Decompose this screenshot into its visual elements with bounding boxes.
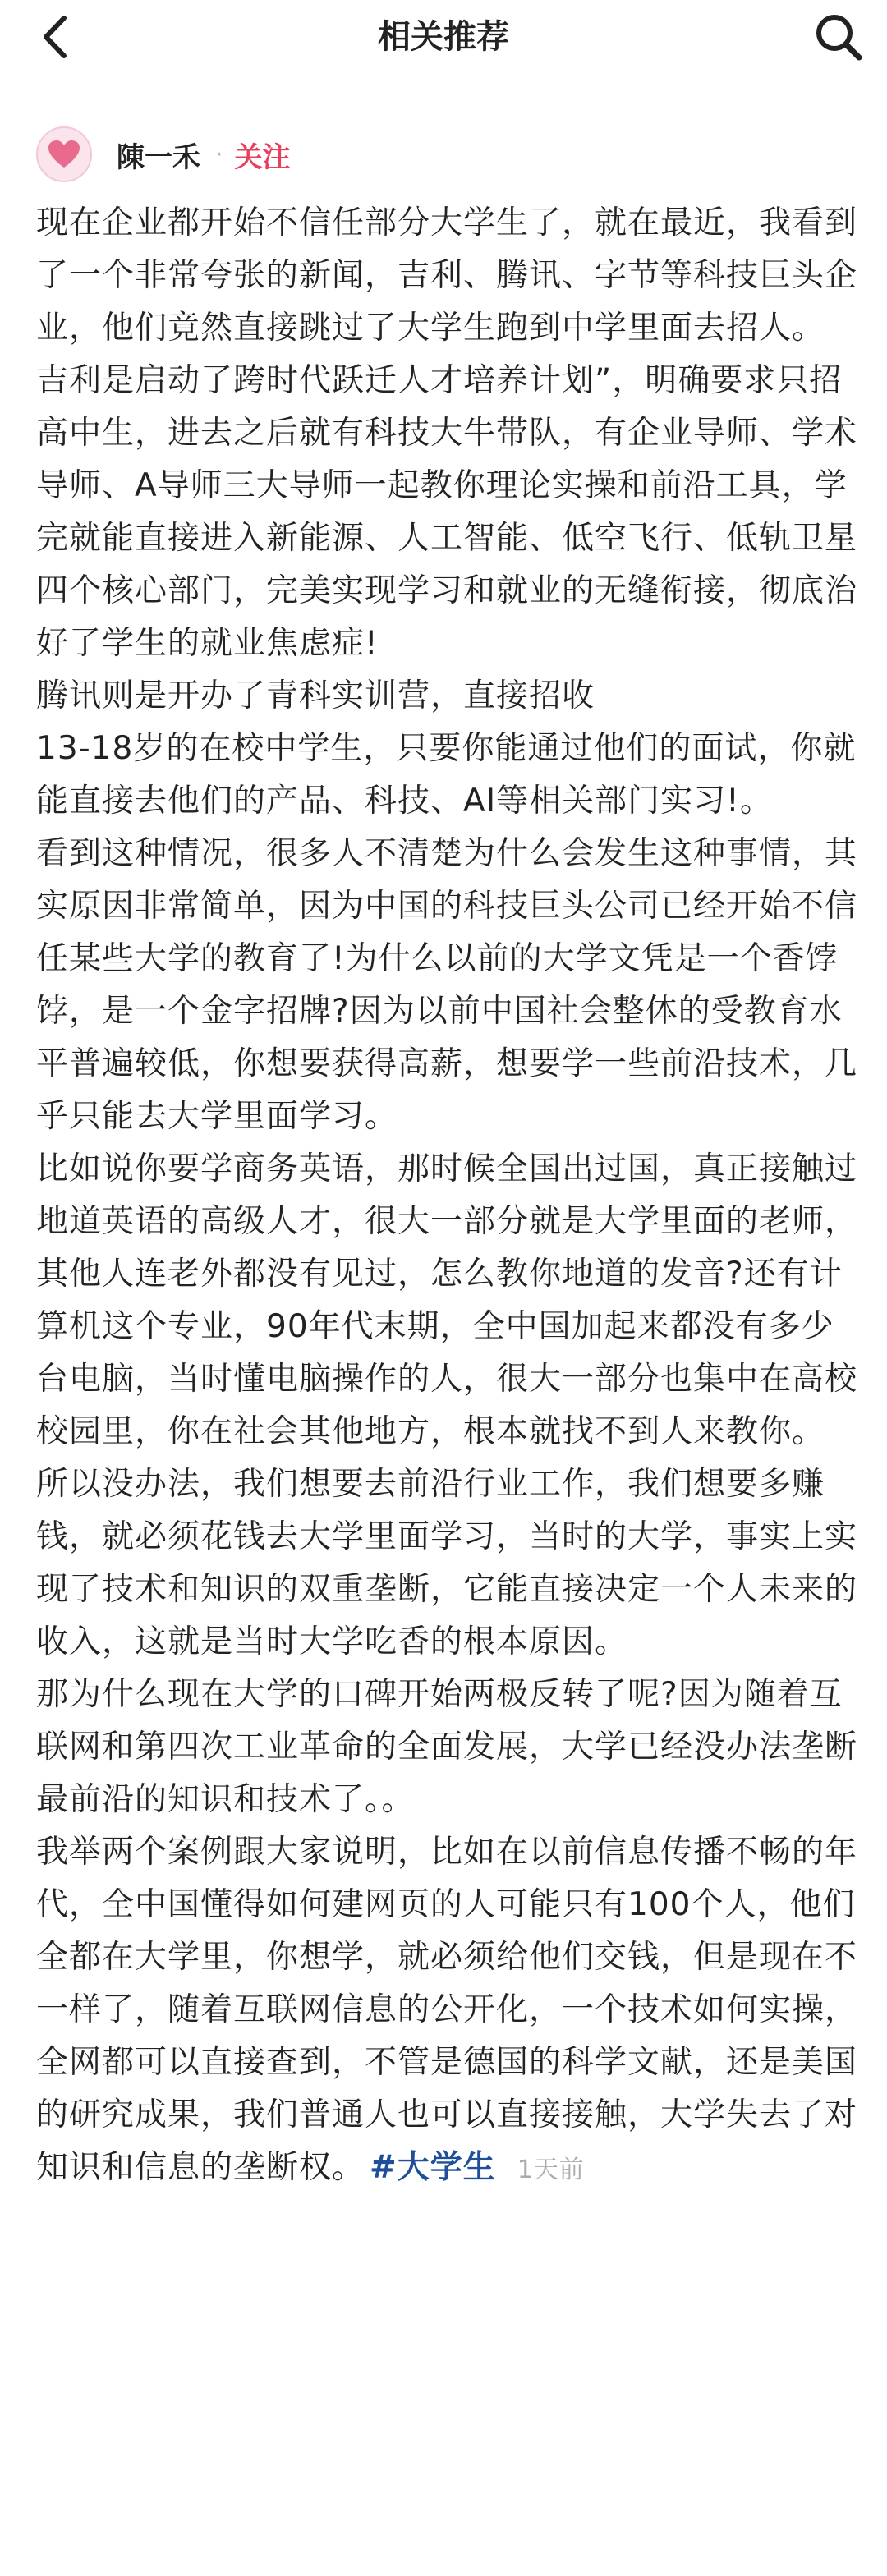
- author-name[interactable]: 陳一禾: [117, 140, 200, 174]
- post-paragraph: 13-18岁的在校中学生，只要你能通过他们的面试，你就能直接去他们的产品、科技、AI等相关部门实习!。: [36, 730, 857, 820]
- avatar[interactable]: [36, 126, 92, 182]
- heart-icon: [48, 140, 80, 169]
- separator-dot: ·: [215, 140, 223, 169]
- post-paragraph: 腾讯则是开办了青科实训营，直接招收: [36, 677, 595, 714]
- post-paragraph: 比如说你要学商务英语，那时候全国出过国，真正接触过地道英语的高级人才，很大一部分就是大学里面的老师，其他人连老外都没有见过，怎么教你地道的发音?还有计算机这个专业，90年代末期，全中国加起来都没有多少台电脑，当时懂电脑操作的人，很大一部分也集中在高校校园里，你在社会其他地方，根本就找不到人来教你。: [36, 1150, 858, 1450]
- post-paragraph: 看到这种情况，很多人不清楚为什么会发生这种事情，其实原因非常简单，因为中国的科技巨头公司已经开始不信任某些大学的教育了!为什么以前的大学文凭是一个香饽饽，是一个金字招牌?因为以前中国社会整体的受教育水平普遍较低，你想要获得高薪，想要学一些前沿技术，几乎只能去大学里面学习。: [36, 835, 858, 1135]
- post-paragraph-last: [36, 1826, 857, 2197]
- post-paragraph-text: 我举两个案例跟大家说明，比如在以前信息传播不畅的年代，全中国懂得如何建网页的人可能只有100个人，他们全都在大学里，你想学，就必须给他们交钱，但是现在不一样了，随着互联网信息的公开化，一个技术如何实操，全网都可以直接查到，不管是德国的科学文献，还是美国的研究成果，我们普通人也可以直接接触，大学失去了对知识和信息的垄断权。: [36, 1834, 858, 2186]
- search-icon: [810, 8, 867, 66]
- post-paragraph: 所以没办法，我们想要去前沿行业工作，我们想要多赚钱，就必须花钱去大学里面学习，当时的大学，事实上实现了技术和知识的双重垄断，它能直接决定一个人未来的收入，这就是当时大学吃香的根本原因。: [36, 1466, 858, 1660]
- post-time: 1天前: [517, 2156, 585, 2184]
- search-button[interactable]: [810, 8, 867, 66]
- post-paragraph: 那为什么现在大学的口碑开始两极反转了呢?因为随着互联网和第四次工业革命的全面发展，大学已经没办法垄断最前沿的知识和技术了。。: [36, 1676, 858, 1818]
- author-row: [36, 123, 291, 186]
- hashtag-link[interactable]: #大学生: [370, 2149, 496, 2186]
- follow-button[interactable]: 关注: [234, 140, 291, 174]
- page-title: 相关推荐: [378, 18, 509, 56]
- post-paragraph: 现在企业都开始不信任部分大学生了，就在最近，我看到了一个非常夸张的新闻，吉利、腾讯、字节等科技巨头企业，他们竟然直接跳过了大学生跑到中学里面去招人。: [36, 204, 858, 347]
- post-paragraph: 吉利是启动了跨时代跃迁人才培养计划”，明确要求只招高中生，进去之后就有科技大牛带队，有企业导师、学术导师、A导师三大导师一起教你理论实操和前沿工具，学完就能直接进入新能源、人工智能、低空飞行、低轨卫星四个核心部门，完美实现学习和就业的无缝衔接，彻底治好了学生的就业焦虑症!: [36, 362, 858, 662]
- post-body: [36, 197, 857, 2197]
- top-bar: [0, 0, 887, 74]
